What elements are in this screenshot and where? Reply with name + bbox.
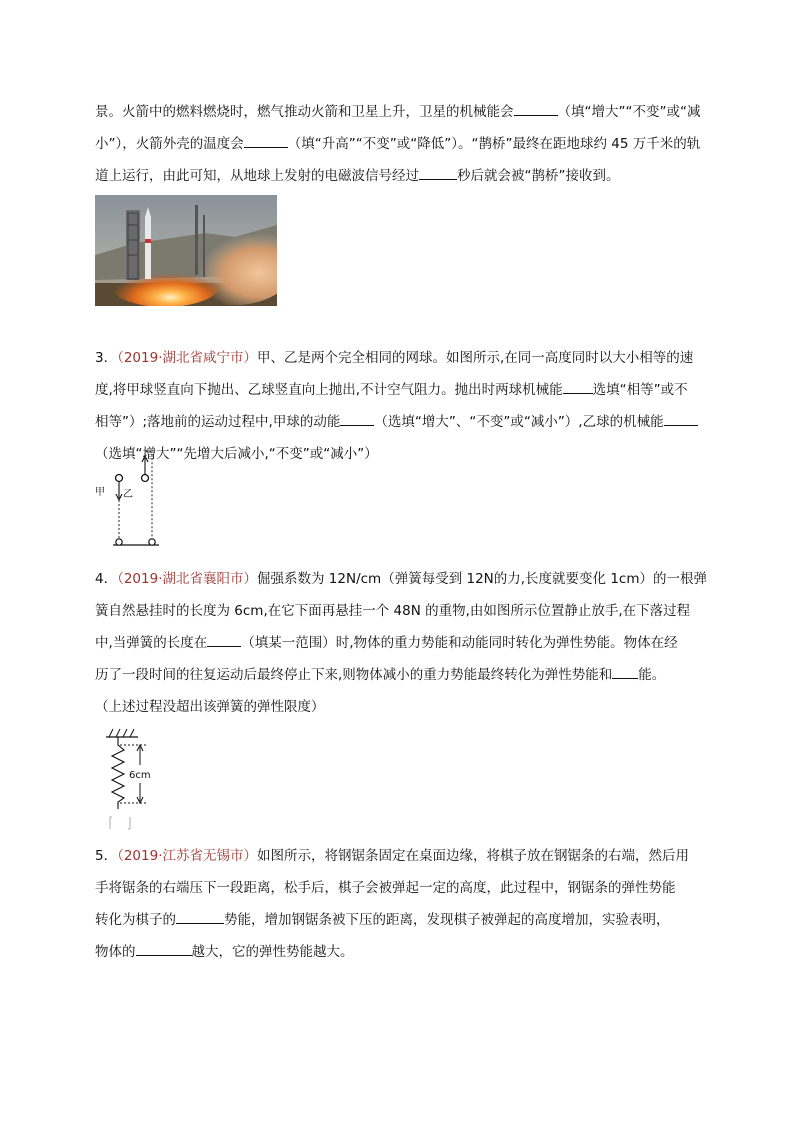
text-line <box>95 691 705 723</box>
question-source: （2019·湖北省咸宁市） <box>117 350 257 366</box>
answer-blank <box>244 133 288 148</box>
text-line <box>95 128 705 160</box>
text: （填“增大”“不变”或“减 <box>557 104 701 120</box>
question-number: 4． <box>95 571 118 587</box>
text: 景。火箭中的燃料燃烧时，燃气推动火箭和卫星上升，卫星的机械能会 <box>95 104 514 120</box>
answer-blank <box>136 941 192 956</box>
text: 手将锯条的右端压下一段距离，松手后，棋子会被弹起一定的高度，此过程中，钢锯条的弹性势能 <box>95 880 676 896</box>
rocket-launch-photo <box>95 195 277 306</box>
text-line <box>95 904 705 936</box>
text: 越大，它的弹性势能越大。 <box>191 944 354 960</box>
text: 能。 <box>638 667 666 683</box>
text: 转化为棋子的 <box>95 912 176 928</box>
text: 倔强系数为 12N/cm（弹簧每受到 12N的力,长度就要变化 1cm）的一根弹 <box>257 571 708 587</box>
answer-blank <box>207 632 241 647</box>
text-line <box>95 374 705 406</box>
text-line <box>95 840 705 872</box>
text: 历了一段时间的往复运动后最终停止下来,则物体减小的重力势能最终转化为弹性势能和 <box>95 667 613 683</box>
text: 选填“相等”或不 <box>592 382 688 398</box>
text: 道上运行，由此可知，从地球上发射的电磁波信号经过 <box>95 168 419 184</box>
text: 中,当弹簧的长度在 <box>95 635 208 651</box>
text-line <box>95 627 705 659</box>
question-source: （2019·湖北省襄阳市） <box>117 571 257 587</box>
text: 簧自然悬挂时的长度为 6cm,在它下面再悬挂一个 48N 的重物,由如图所示位置静止放手,在下落过程 <box>95 603 691 619</box>
answer-blank <box>514 101 558 116</box>
text-line <box>95 595 705 627</box>
text: （上述过程没超出该弹簧的弹性限度） <box>95 699 325 715</box>
length-label: 6cm <box>129 770 151 781</box>
question-3 <box>95 342 705 470</box>
answer-blank <box>664 411 698 426</box>
text-line <box>95 872 705 904</box>
answer-blank <box>419 165 457 180</box>
ball-yi <box>142 475 149 482</box>
text: （填某一范围）时,物体的重力势能和动能同时转化为弹性势能。物体在经 <box>241 635 678 651</box>
question-4 <box>95 563 708 723</box>
text-line <box>95 406 705 438</box>
text-line <box>95 342 705 374</box>
answer-blank <box>563 379 593 394</box>
text-line <box>95 96 705 128</box>
question-5 <box>95 840 705 968</box>
text: （填“升高”“不变”或“降低”）。“鹊桥”最终在距地球约 45 万千米的轨 <box>287 136 701 152</box>
answer-blank <box>176 909 224 924</box>
text: 势能，增加钢锯条被下压的距离，发现棋子被弹起的高度增加，实验表明， <box>224 912 670 928</box>
two-balls-diagram <box>95 448 165 550</box>
question-number: 5． <box>95 848 118 864</box>
answer-blank <box>340 411 374 426</box>
text-line <box>95 659 705 691</box>
question-number: 3． <box>95 350 118 366</box>
text: （选填“增大”“先增大后减小,“不变”或“减小”） <box>95 446 378 462</box>
text-line <box>95 936 705 968</box>
text: （选填“增大”、“不变”或“减小”）,乙球的机械能 <box>374 414 664 430</box>
ball-jia <box>116 475 123 482</box>
text: 物体的 <box>95 944 136 960</box>
text-line <box>95 438 705 470</box>
text: 小”），火箭外壳的温度会 <box>95 136 244 152</box>
question-source: （2019·江苏省无锡市） <box>117 848 257 864</box>
answer-blank <box>612 664 638 679</box>
spring-coil <box>112 737 124 809</box>
question-2-tail <box>95 96 705 192</box>
text-line <box>95 563 708 595</box>
label-jia: 甲 <box>95 487 105 498</box>
text: 相等”）;落地前的运动过程中,甲球的动能 <box>95 414 341 430</box>
text: 甲、乙是两个完全相同的网球。如图所示,在同一高度同时以大小相等的速 <box>257 350 694 366</box>
label-yi: 乙 <box>123 489 133 500</box>
text: 秒后就会被“鹊桥”接收到。 <box>457 168 620 184</box>
text-line <box>95 160 705 192</box>
spring-diagram <box>98 725 164 833</box>
text: 度,将甲球竖直向下抛出、乙球竖直向上抛出,不计空气阻力。抛出时两球机械能 <box>95 382 563 398</box>
text: 如图所示，将钢锯条固定在桌面边缘，将棋子放在钢锯条的右端，然后用 <box>257 848 689 864</box>
